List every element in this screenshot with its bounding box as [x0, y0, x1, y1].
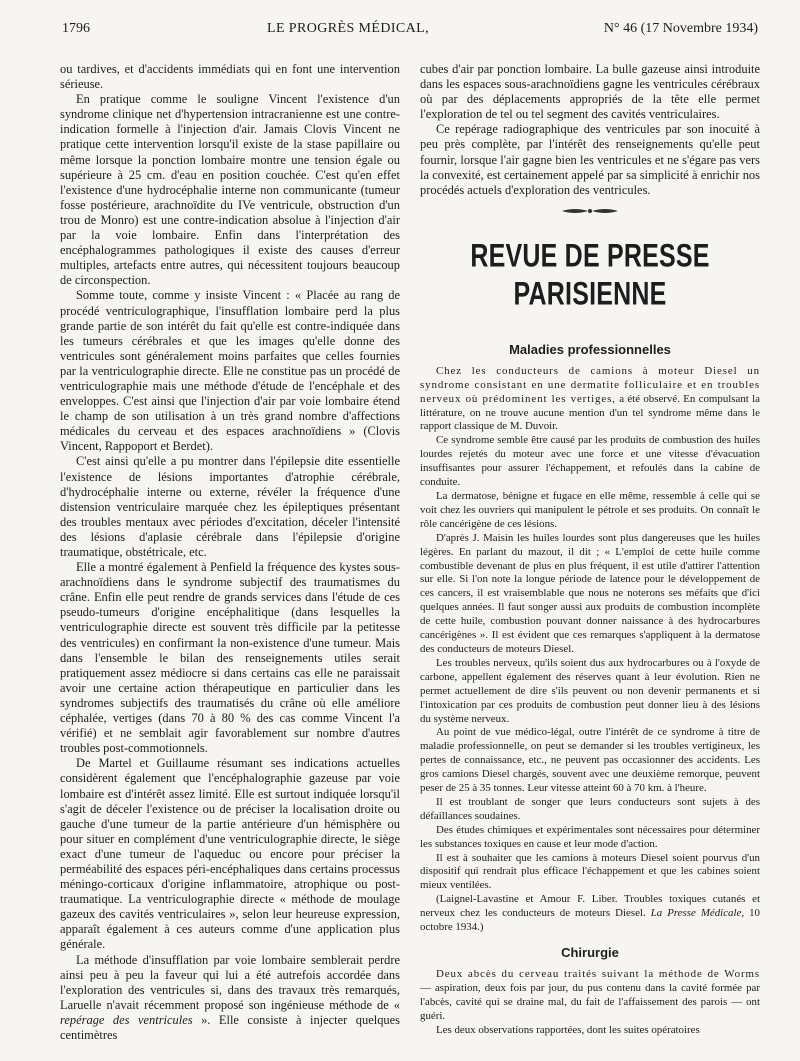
italic-term: repérage des ventricules [60, 1012, 193, 1027]
paragraph: Des études chimiques et expérimentales sont nécessaires pour déterminer les substances toxiques en cause et leur mode d'action. [420, 823, 760, 850]
running-header [62, 18, 758, 40]
section-banner-title: REVUE DE PRESSE PARISIENNE [470, 237, 710, 312]
continued-article [420, 62, 760, 198]
paragraph: Les deux observations rapportées, dont les suites opératoires [436, 1023, 700, 1036]
citation-journal: La Presse Médicale, [650, 907, 745, 920]
paragraph: De Martel et Guillaume résumant ses indications actuelles considèrent également que l'encéphalographie gazeuse par voie lombaire est d'intérêt assez limité. Elle est surtout indiquée lorsqu'il s'agit de déceler l'existence ou de préciser la localisation droite ou gauche d'une tumeur de la partie antérieure d'un hémisphère ou pour situer en complément d'une ventriculographie directe, le siège exact d'une tumeur de l'aqueduc ou encore pour préciser la perméabilité des espaces péri-encéphaliques dans certains processus méningo-corticaux d'origine inflammatoire, atrophique ou post-traumatique. La ventriculographie directe « méthode de moulage gazeux des cavités ventriculaires », selon leur heureuse expression, apparaît également à ces auteurs comme d'une application plus générale. [60, 756, 400, 952]
paragraph: La dermatose, bénigne et fugace en elle même, ressemble à celle qui se voit chez les ouvriers qui manipulent le pétrole et ses produits. On connaît le rôle cancérigène de ces lésions. [420, 490, 760, 530]
ornament-divider-icon [560, 206, 620, 216]
paragraph [420, 365, 760, 435]
paragraph: Elle a montré également à Penfield la fréquence des kystes sous-arachnoïdiens dans le syndrome subjectif des traumatismes du crâne. Enfin elle peut rendre de grands services dans l'étude de ces pseudo-tumeurs d'origine encéphalitique (dans lesquelles la ventriculographie directe est souvent très difficile par la petitesse des ventricules) en confirmant la non-existence d'une tumeur. Mais dans l'ensemble le bilan des renseignements utiles serait pratiquement assez médiocre si dans certains cas elle ne paraissait avoir une certaine action thérapeutique en particulier dans les syndromes subjectifs des traumatisés du crâne où elle améliore céphalée, vertiges (dans 70 à 80 % des cas comme Vincent l'a vérifié) et ne semblait agir favorablement sur nombre d'autres troubles post-commotionnels. [60, 560, 400, 756]
press-review-chirurgie [420, 968, 760, 1038]
paragraph: Les troubles nerveux, qu'ils soient dus aux hydrocarbures ou à l'oxyde de carbone, appellent également des réserves quant à leur évolution. Rien ne permet actuellement de dire s'ils peuvent ou non devenir permanents et si l'intoxication par ces produits de combustion peut donner lieu à des lésions du système nerveux. [420, 656, 760, 725]
paragraph [420, 968, 760, 1024]
paragraph-text: a été observé. En compulsant la littérature, on ne trouve aucune mention d'un tel syndrome même dans le rapport classique de M. Duvoir. [420, 392, 760, 433]
paragraph: Somme toute, comme y insiste Vincent : « Placée au rang de procédé ventriculographique, l'insufflation lombaire perd la plus grande partie de son intérêt du fait qu'elle est contre-indiquée dans les tumeurs cérébrales et que les images qu'elle donne des ventricules sont généralement moins parfaites que celles fournies par la ventriculographie directe. Elle ne constitue pas un procédé de ventriculographie mais une méthode d'étude de l'encéphale et des enveloppes. C'est ainsi que l'injection d'air par voie lombaire étend le champ de son utilisation à un très grand nombre d'affections médicales du cerveau et des espaces arachnoïdiens » (Clovis Vincent, Rappoport et Berdet). [60, 288, 400, 454]
citation-text: (Laignel-Lavastine et Amour F. Liber. Troubles toxiques cutanés et nerveux chez les conducteurs de moteurs Diesel. [420, 893, 760, 920]
paragraph: Ce syndrome semble être causé par les produits de combustion des huiles lourdes rejetés du moteur avec une force et une vitesse d'évacuation insuffisantes pour assurer l'échappement, et refoulés dans la cabine de conduite. [420, 434, 760, 489]
subsection-title: Maladies professionnelles [509, 341, 671, 357]
paragraph-text: — aspiration, deux fois par jour, du pus contenu dans la cavité formée par l'abcès, cavité qui se draine mal, du fait de l'affaissement des parois — ont guéri. [420, 981, 760, 1022]
paragraph: cubes d'air par ponction lombaire. La bulle gazeuse ainsi introduite dans les espaces sous-arachnoïdiens gagne les ventricules cérébraux où par des déplacements appropriés de la tête elle permet l'exploration de tel ou tel segment des cavités ventriculaires. [420, 62, 760, 122]
subsection-title: Chirurgie [561, 945, 619, 960]
paragraph: D'après J. Maisin les huiles lourdes sont plus dangereuses que les huiles légères. En parlant du mazout, il dit ; « L'emploi de cette huile comme combustible devenant de plus en plus fréquent, il est utile d'attirer l'attention sur elle. Si l'on note la longue période de latence pour le développement de ces cancers, il est vraisemblable que nous ne noterons ses méfaits que d'ici quelques années. Il faut songer aussi aux produits de combustion incomplète de cette huile, combustion pouvant donner naissance à des hydrocarbures cancérigènes ». Il est évident que ces remarques s'appliquent à la dermatose des conducteurs de moteurs Diesel. [420, 531, 760, 655]
paragraph: Ce repérage radiographique des ventricules par son inocuité à peu près complète, par l'intérêt des renseignements qu'elle peut fournir, lorsque l'air gagne bien les ventricules et ne s'égare pas vers la convexité, est certainement appelé par sa simplicité à enrichir nos procédés actuels d'exploration des ventricules. [420, 122, 760, 197]
lead-spaced-text: Chez les conducteurs de camions à moteur Diesel un syndrome consistant en une dermatite folliculaire et en troubles nerveux où prédominent les vertiges, [420, 364, 760, 405]
paragraph [60, 953, 400, 1044]
lead-spaced-text: Deux abcès du cerveau traités suivant la méthode de Worms [436, 968, 760, 980]
paragraph-text: La méthode d'insufflation par voie lombaire semblerait perdre ainsi peu à peu la faveur qui lui a été autrefois accordée dans l'exploration des ventricules si, dans des travaux très remarqués, Laruelle n'avait récemment proposé son ingénieuse méthode de « [60, 952, 400, 1012]
journal-title: LE PROGRÈS MÉDICAL, [267, 21, 429, 36]
paragraph-text: ». Elle consiste à injecter quelques centimètres [60, 1012, 400, 1042]
right-column [420, 62, 760, 1038]
paragraph: C'est ainsi qu'elle a pu montrer dans l'épilepsie dite essentielle l'existence de lésions importantes d'atrophie cérébrale, d'hydrocéphalie interne ou externe, révéler la fréquence d'une distension ventriculaire marquée chez les épileptiques présentant des troubles mentaux avec périodes d'excitation, déceler l'intensité des lésions d'aplasie cérébrale dans l'épilepsie d'origine traumatique, obstétricale, etc. [60, 454, 400, 559]
paragraph: Au point de vue médico-légal, outre l'intérêt de ce syndrome à titre de maladie professionnelle, on peut se demander si les troubles vertigineux, les pertes de connaissance, etc., ne peuvent pas occasionner des accidents. Les gros camions Diesel chargés, souvent avec une deuxième remorque, peuvent peser de 25 à 35 tonnes. Leur vitesse atteint 60 à 70 km. à l'heure. [420, 726, 760, 795]
paragraph: Il est troublant de songer que leurs conducteurs sont sujets à des défaillances soudaines. [420, 795, 760, 822]
page-number: 1796 [62, 21, 90, 36]
paragraph: En pratique comme le souligne Vincent l'existence d'un syndrome clinique net d'hypertension intracranienne est une contre-indication formelle à l'injection d'air. Jamais Clovis Vincent ne pratique cette intervention lorsqu'il existe de la stase papillaire ou même lorsque la ponction lombaire montre une tension égale ou supérieure à 25 cm. d'eau en position couchée. C'est qu'en effet l'existence d'une hydrocéphalie interne non communicante (tumeur fosse postérieure, arachnoïdite du IVe ventricule, obstruction d'un trou de Monro) est une contre-indication absolue à l'injection d'air par la voie lombaire. Enfin dans l'interprétation des encéphalogrammes pathologiques il existe des causes d'erreur multiples, artefacts entre autres, qui nécessitent toujours beaucoup de circonspection. [60, 92, 400, 288]
citation-date: 10 octobre 1934.) [420, 907, 760, 934]
press-review-maladies [420, 365, 760, 935]
citation [420, 893, 760, 935]
issue-date: N° 46 (17 Novembre 1934) [603, 21, 758, 36]
left-column [60, 62, 400, 1043]
paragraph: ou tardives, et d'accidents immédiats qui en font une intervention sérieuse. [60, 62, 400, 92]
paragraph: Il est à souhaiter que les camions à moteurs Diesel soient pourvus d'un dispositif qui rendrait plus efficace l'échappement et que les cabines soient mieux ventilées. [420, 851, 760, 892]
